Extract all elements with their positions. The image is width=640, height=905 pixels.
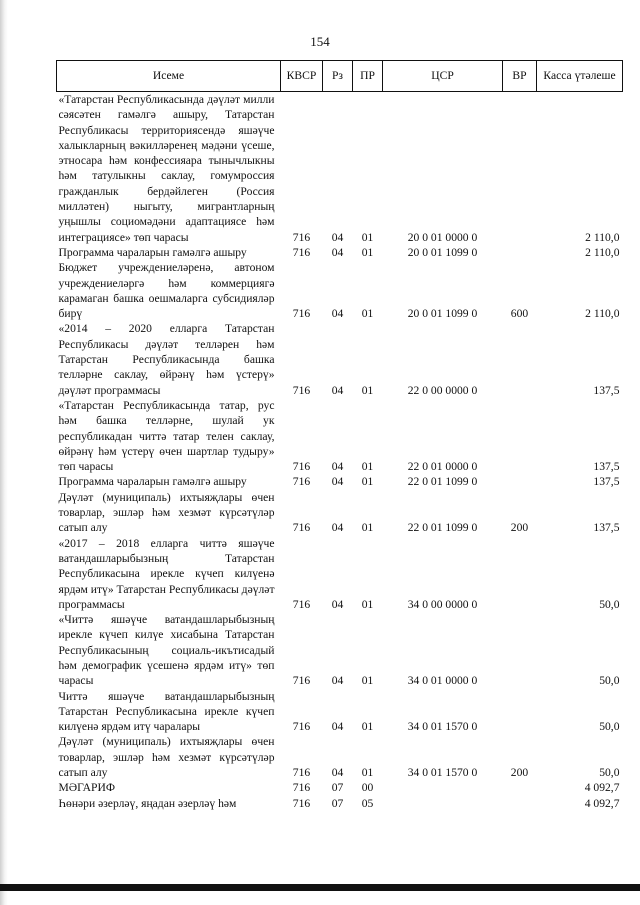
row-name: «Татарстан Республикасында дәүләт милли сәясәтен гамәлгә ашыру, Татарстан Республикасы территориясендә яшәүче халыкларның вәкилләренең мәдәни үсеше, этносара һәм конфессияара тынычлыкны һәм татулыкны саклау, гомумроссия гражданлык бердәйлеген (Россия милләтен) ныгыту, мигрантларның уңышлы социомәдәни адаптациясе һәм интеграциясе» төп чарасы	[58, 93, 275, 244]
row-amount: 137,5	[593, 460, 620, 474]
row-name: «Читтә яшәүче ватандашларыбызның ирекле күчеп килүе хисабына Татарстан Республикасының социаль-икътисадый һәм демографик үсешенә ярдәм итү» төп чарасы	[58, 613, 275, 688]
row-vr	[503, 689, 537, 735]
row-amount: 50,0	[599, 674, 620, 688]
row-name: Программа чараларын гамәлгә ашыру	[58, 245, 247, 259]
header-amount: Касса үтәлеше	[537, 61, 623, 92]
row-csr: 22 0 01 0000 0	[407, 460, 478, 474]
row-pr: 01	[361, 245, 374, 259]
table-row	[57, 398, 623, 474]
table-row	[57, 689, 623, 735]
row-rz: 07	[331, 796, 344, 810]
row-vr: 600	[510, 307, 529, 321]
row-pr: 01	[361, 230, 374, 244]
table-row	[57, 245, 623, 260]
table-row	[57, 734, 623, 780]
row-name: Читтә яшәүче ватандашларыбызның Татарстан Республикасына ирекле күчеп килүенә ярдәм итү чаралары	[58, 689, 275, 734]
page-number: 154	[310, 34, 330, 49]
row-kvsr: 716	[292, 307, 311, 321]
row-amount: 4 092,7	[584, 796, 620, 810]
row-csr: 34 0 01 1570 0	[407, 720, 478, 734]
row-pr: 01	[361, 597, 374, 611]
row-vr	[503, 474, 537, 489]
row-vr: 200	[510, 766, 529, 780]
row-kvsr: 716	[292, 766, 311, 780]
row-amount: 50,0	[599, 597, 620, 611]
row-csr	[383, 796, 503, 811]
row-pr: 01	[361, 720, 374, 734]
table-row	[57, 796, 623, 811]
table-body	[57, 92, 623, 811]
row-kvsr: 716	[292, 475, 311, 489]
header-kvsr: КВСР	[281, 61, 323, 92]
table-row	[57, 474, 623, 489]
row-pr: 01	[361, 383, 374, 397]
row-rz: 07	[331, 781, 344, 795]
row-amount: 4 092,7	[584, 781, 620, 795]
row-kvsr: 716	[292, 597, 311, 611]
table-row	[57, 321, 623, 397]
row-kvsr: 716	[292, 720, 311, 734]
row-pr: 01	[361, 521, 374, 535]
row-rz: 04	[331, 245, 344, 259]
row-amount: 137,5	[593, 475, 620, 489]
header-rz: Рз	[323, 61, 353, 92]
table-row	[57, 92, 623, 245]
row-name: «2017 – 2018 елларга читтә яшәүче ватандашларыбызның Татарстан Республикасына ирекле күчеп килүенә ярдәм итү» Татарстан Республикасы дәүләт программасы	[58, 536, 275, 611]
row-rz: 04	[331, 766, 344, 780]
row-csr: 20 0 01 1099 0	[407, 307, 478, 321]
row-amount: 137,5	[593, 521, 620, 535]
row-kvsr: 716	[292, 796, 311, 810]
table-row	[57, 490, 623, 536]
row-name: Программа чараларын гамәлгә ашыру	[58, 475, 247, 489]
row-vr	[503, 321, 537, 397]
row-csr: 20 0 01 0000 0	[407, 230, 478, 244]
table-row	[57, 260, 623, 321]
row-name: МӘГАРИФ	[58, 781, 115, 795]
row-rz: 04	[331, 674, 344, 688]
row-name: Һөнәри әзерләү, яңадан әзерләү һәм	[58, 796, 237, 810]
budget-table	[56, 60, 623, 811]
row-csr: 22 0 01 1099 0	[407, 475, 478, 489]
row-rz: 04	[331, 597, 344, 611]
row-csr: 20 0 01 1099 0	[407, 245, 478, 259]
row-csr: 34 0 01 0000 0	[407, 674, 478, 688]
row-rz: 04	[331, 475, 344, 489]
row-kvsr: 716	[292, 460, 311, 474]
scan-bottom-bar	[0, 884, 640, 891]
row-csr	[383, 780, 503, 795]
row-vr	[503, 92, 537, 245]
row-name: Дәүләт (муниципаль) ихтыяҗлары өчен товарлар, эшләр һәм хезмәт күрсәтүләр сатып алу	[58, 490, 275, 535]
row-vr	[503, 245, 537, 260]
row-rz: 04	[331, 720, 344, 734]
row-amount: 2 110,0	[585, 245, 620, 259]
row-pr: 05	[361, 796, 374, 810]
row-rz: 04	[331, 521, 344, 535]
table-row	[57, 536, 623, 612]
row-vr	[503, 796, 537, 811]
header-vr: ВР	[503, 61, 537, 92]
row-pr: 01	[361, 460, 374, 474]
row-rz: 04	[331, 230, 344, 244]
row-kvsr: 716	[292, 245, 311, 259]
row-vr	[503, 536, 537, 612]
row-amount: 50,0	[599, 766, 620, 780]
table-row	[57, 612, 623, 688]
table-header-row	[57, 61, 623, 92]
row-rz: 04	[331, 460, 344, 474]
row-kvsr: 716	[292, 383, 311, 397]
table-row	[57, 780, 623, 795]
row-csr: 34 0 01 1570 0	[407, 766, 478, 780]
header-csr: ЦСР	[383, 61, 503, 92]
row-name: «Татарстан Республикасында татар, рус һәм башка телләрне, шулай ук республикадан читтә татар телен саклау, өйрәнү һәм үстерү өчен шартлар тудыру» төп чарасы	[58, 398, 275, 474]
row-kvsr: 716	[292, 521, 311, 535]
row-vr: 200	[510, 521, 529, 535]
row-name: Дәүләт (муниципаль) ихтыяҗлары өчен товарлар, эшләр һәм хезмәт күрсәтүләр сатып алу	[58, 735, 275, 780]
row-csr: 22 0 01 1099 0	[407, 521, 478, 535]
row-amount: 2 110,0	[585, 307, 620, 321]
row-kvsr: 716	[292, 781, 311, 795]
row-csr: 22 0 00 0000 0	[407, 383, 478, 397]
row-kvsr: 716	[292, 674, 311, 688]
row-amount: 50,0	[599, 720, 620, 734]
row-kvsr: 716	[292, 230, 311, 244]
header-name: Исеме	[57, 61, 281, 92]
row-name: «2014 – 2020 елларга Татарстан Республикасы дәүләт телләрен һәм Татарстан Республикасында башка телләрне саклау, өйрәнү һәм үстерү» дәүләт программасы	[58, 322, 275, 397]
row-pr: 00	[361, 781, 374, 795]
row-amount: 137,5	[593, 383, 620, 397]
row-vr	[503, 398, 537, 474]
row-rz: 04	[331, 383, 344, 397]
header-pr: ПР	[353, 61, 383, 92]
row-pr: 01	[361, 307, 374, 321]
row-rz: 04	[331, 307, 344, 321]
row-vr	[503, 780, 537, 795]
row-pr: 01	[361, 766, 374, 780]
row-name: Бюджет учреждениеләренә, автоном учреждениеләргә һәм коммерциягә карамаган башка оешмаларга субсидияләр бирү	[58, 261, 275, 321]
scan-edge-shadow	[0, 0, 8, 905]
row-pr: 01	[361, 475, 374, 489]
row-amount: 2 110,0	[585, 230, 620, 244]
row-vr	[503, 612, 537, 688]
row-pr: 01	[361, 674, 374, 688]
row-csr: 34 0 00 0000 0	[407, 597, 478, 611]
